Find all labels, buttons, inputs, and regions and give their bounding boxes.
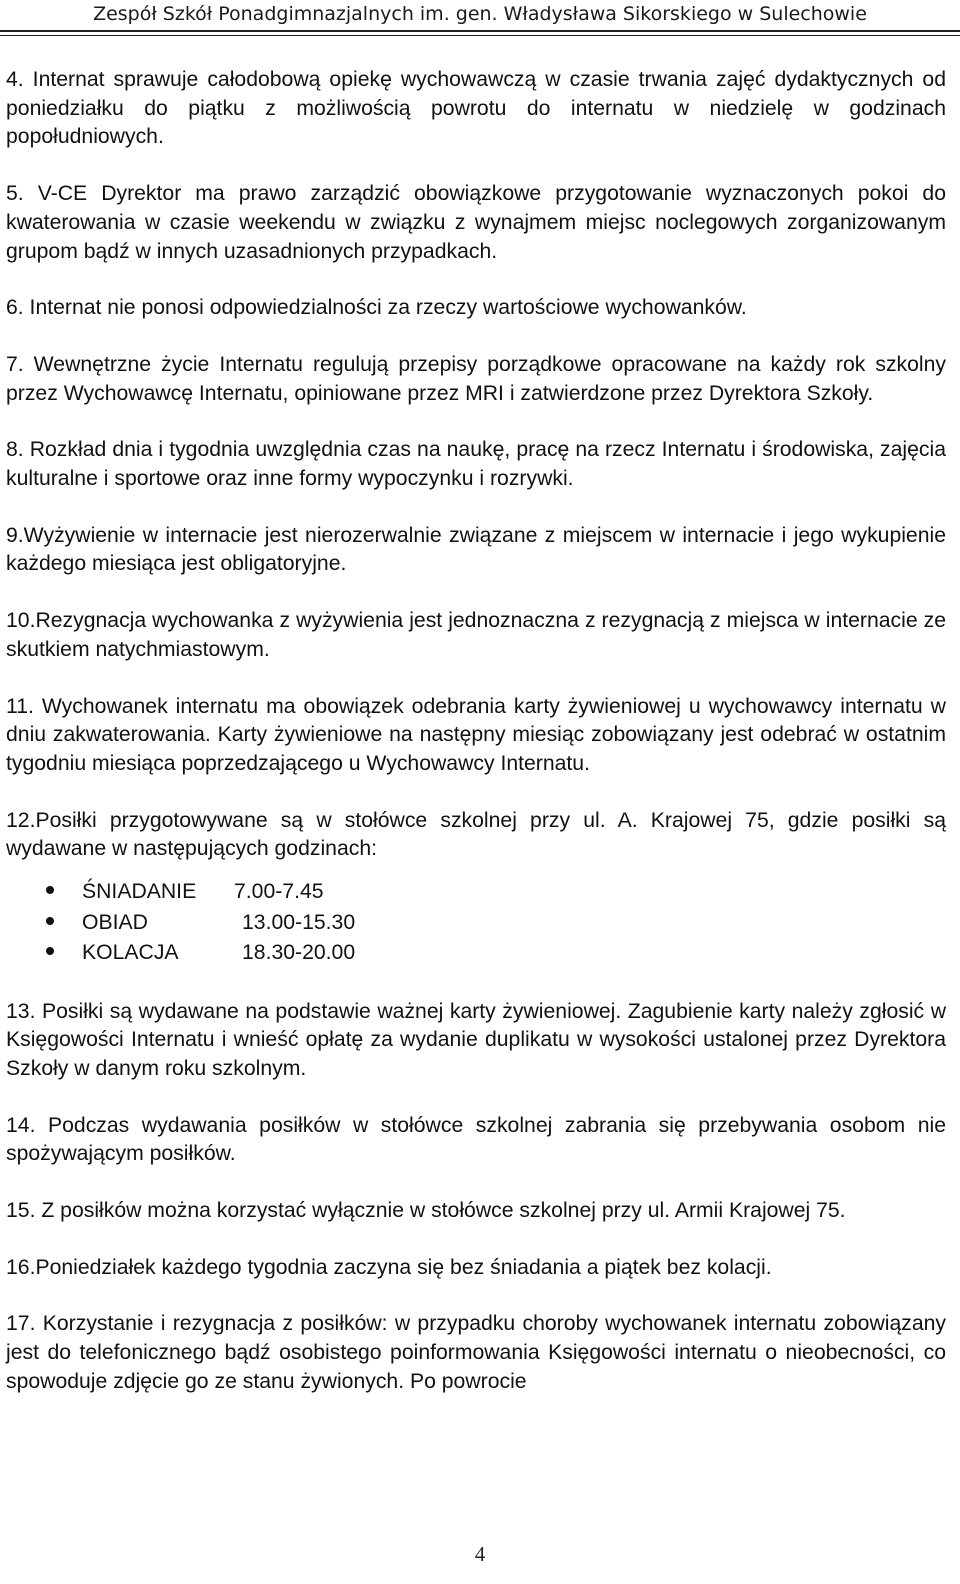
header-rule-thin	[0, 35, 960, 36]
paragraph-8: 8. Rozkład dnia i tygodnia uwzględnia czas na naukę, pracę na rzecz Internatu i środowiska, zajęcia kulturalne i sportowe oraz inne formy wypoczynku i rozrywki.	[6, 438, 946, 491]
paragraph-15: 15. Z posiłków można korzystać wyłącznie w stołówce szkolnej przy ul. Armii Krajowej 75.	[6, 1199, 846, 1223]
meal-item-lunch	[6, 909, 946, 940]
meal-time: 7.00-7.45	[234, 880, 324, 904]
paragraph-10: 10.Rezygnacja wychowanka z wyżywienia jest jednoznaczna z rezygnacją z miejsca w internacie ze skutkiem natychmiastowym.	[6, 609, 946, 661]
meal-name: KOLACJA	[82, 941, 179, 965]
paragraph-13: 13. Posiłki są wydawane na podstawie ważnej karty żywieniowej. Zagubienie karty należy zgłosić w Księgowości Internatu i wnieść opłatę za wydanie duplikatu w wysokości ustalonej przez Dyrektora Szkoły w danym roku szkolnym.	[6, 999, 946, 1080]
bullet-icon	[46, 947, 54, 955]
bullet-icon	[46, 886, 54, 894]
paragraph-4: 4. Internat sprawuje całodobową opiekę wychowawczą w czasie trwania zajęć dydaktycznych od poniedziałku do piątku z możliwością powrotu do internatu w niedzielę w godzinach popołudniowych.	[6, 68, 946, 149]
paragraph-16: 16.Poniedziałek każdego tygodnia zaczyna się bez śniadania a piątek bez kolacji.	[6, 1255, 772, 1279]
paragraph-12: 12.Posiłki przygotowywane są w stołówce szkolnej przy ul. A. Krajowej 75, gdzie posiłki są wydawane w następujących godzinach:	[6, 808, 946, 861]
meal-time: 13.00-15.30	[242, 910, 356, 934]
paragraph-11: 11. Wychowanek internatu ma obowiązek odebrania karty żywieniowej u wychowawcy internatu w dniu zakwaterowania. Karty żywieniowe na następny miesiąc zobowiązany jest odebrać w ostatnim tygodniu miesiąca poprzedzającego u Wychowawcy Internatu.	[6, 694, 946, 775]
meal-time: 18.30-20.00	[242, 941, 356, 965]
meal-name: ŚNIADANIE	[82, 880, 197, 904]
paragraph-7: 7. Wewnętrzne życie Internatu regulują przepisy porządkowe opracowane na każdy rok szkolny przez Wychowawcę Internatu, opiniowane przez MRI i zatwierdzone przez Dyrektora Szkoły.	[6, 352, 946, 405]
paragraph-5: 5. V-CE Dyrektor ma prawo zarządzić obowiązkowe przygotowanie wyznaczonych pokoi do kwaterowania w czasie weekendu w związku z wynajmem miejsc noclegowych zorganizowanym grupom bądź w innych uzasadnionych przypadkach.	[6, 182, 946, 263]
page-header	[0, 0, 960, 30]
meal-name: OBIAD	[82, 910, 148, 934]
meal-schedule-list	[6, 878, 946, 970]
paragraph-6: 6. Internat nie ponosi odpowiedzialności za rzeczy wartościowe wychowanków.	[6, 296, 747, 320]
document-body	[6, 66, 946, 1425]
header-rule-thick	[0, 30, 960, 32]
paragraph-14: 14. Podczas wydawania posiłków w stołówce szkolnej zabrania się przebywania osobom nie spożywającym posiłków.	[6, 1113, 946, 1166]
meal-item-dinner	[6, 939, 946, 970]
school-name-header: Zespół Szkół Ponadgimnazjalnych im. gen. Władysława Sikorskiego w Sulechowie	[93, 3, 867, 25]
bullet-icon	[46, 917, 54, 925]
meal-item-breakfast	[6, 878, 946, 909]
paragraph-17: 17. Korzystanie i rezygnacja z posiłków: w przypadku choroby wychowanek internatu zobowiązany jest do telefonicznego bądź osobistego poinformowania Księgowości internatu o nieobecności, co spowoduje zdjęcie go ze stanu żywionych. Po powrocie	[6, 1312, 946, 1393]
page-number: 4	[474, 1542, 486, 1566]
paragraph-9: 9.Wyżywienie w internacie jest nierozerwalnie związane z miejscem w internacie i jego wykupienie każdego miesiąca jest obligatoryjne.	[6, 523, 946, 576]
